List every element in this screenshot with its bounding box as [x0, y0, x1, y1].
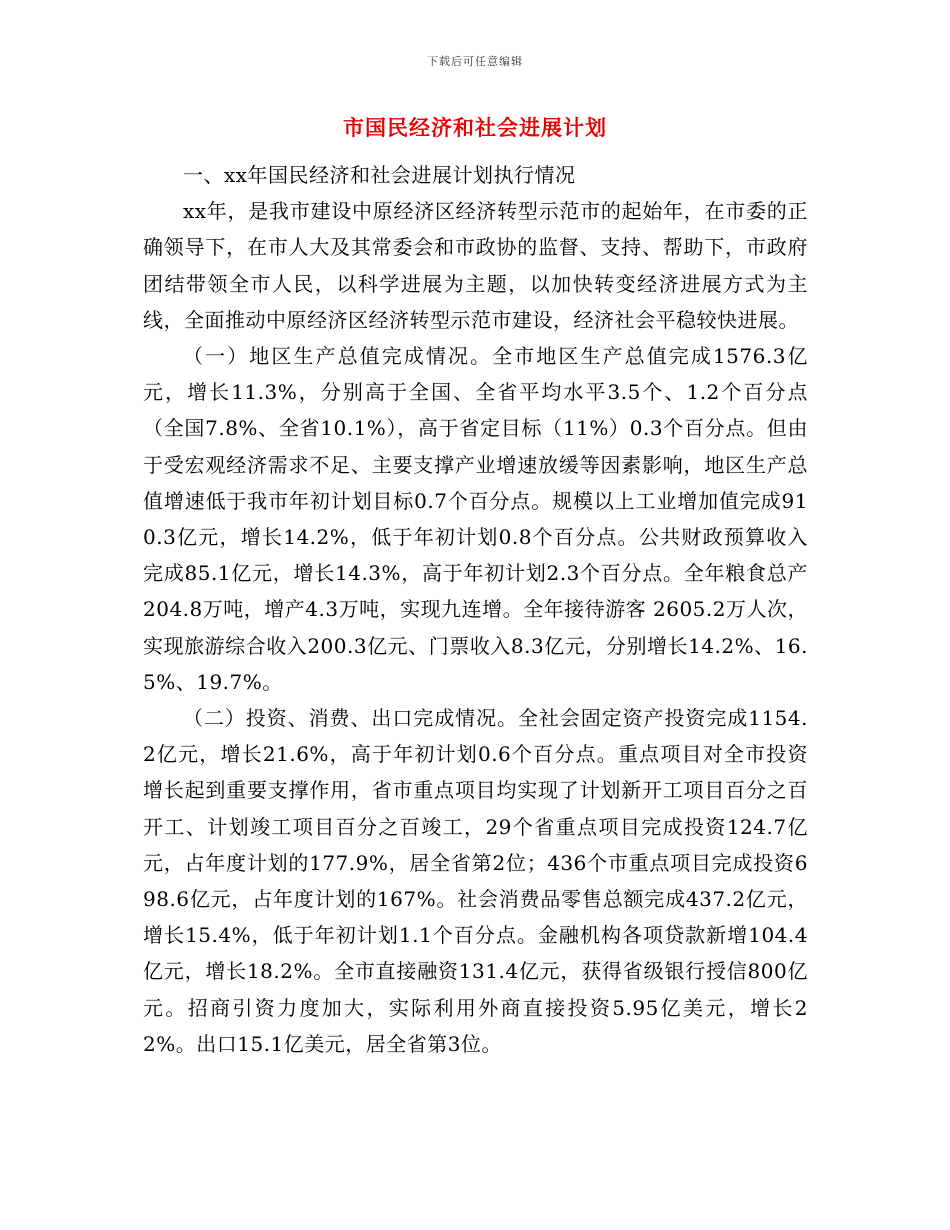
header-note: 下载后可任意编辑: [427, 55, 523, 68]
document-body: [143, 157, 808, 1062]
paragraph-investment: （二）投资、消费、出口完成情况。全社会固定资产投资完成1154.2亿元，增长21.6%，高于年初计划0.6个百分点。重点项目对全市投资增长起到重要支撑作用，省市重点项目均实现了计划新开工项目百分之百开工、计划竣工项目百分之百竣工，29个省重点项目完成投资124.7亿元，占年度计划的177.9%，居全省第2位；436个市重点项目完成投资698.6亿元，占年度计划的167%。社会消费品零售总额完成437.2亿元，增长15.4%，低于年初计划1.1个百分点。金融机构各项贷款新增104.4亿元，增长18.2%。全市直接融资131.4亿元，获得省级银行授信800亿元。招商引资力度加大，实际利用外商直接投资5.95亿美元，增长22%。出口15.1亿美元，居全省第3位。: [143, 706, 808, 1056]
section-heading: 一、xx年国民经济和社会进展计划执行情况: [183, 163, 576, 187]
document-title: 市国民经济和社会进展计划: [343, 115, 607, 140]
paragraph-gdp: （一）地区生产总值完成情况。全市地区生产总值完成1576.3亿元，增长11.3%，分别高于全国、全省平均水平3.5个、1.2个百分点（全国7.8%、全省10.1%），高于省定目标（11%）0.3个百分点。但由于受宏观经济需求不足、主要支撑产业增速放缓等因素影响，地区生产总值增速低于我市年初计划目标0.7个百分点。规模以上工业增加值完成910.3亿元，增长14.2%，低于年初计划0.8个百分点。公共财政预算收入完成85.1亿元，增长14.3%，高于年初计划2.3个百分点。全年粮食总产204.8万吨，增产4.3万吨，实现九连增。全年接待游客 2605.2万人次，实现旅游综合收入200.3亿元、门票收入8.3亿元，分别增长14.2%、16.5%、19.7%。: [143, 344, 808, 694]
paragraph-intro: xx年，是我市建设中原经济区经济转型示范市的起始年，在市委的正确领导下，在市人大及其常委会和市政协的监督、支持、帮助下，市政府团结带领全市人民，以科学进展为主题，以加快转变经济进展方式为主线，全面推动中原经济区经济转型示范市建设，经济社会平稳较快进展。: [143, 199, 808, 332]
